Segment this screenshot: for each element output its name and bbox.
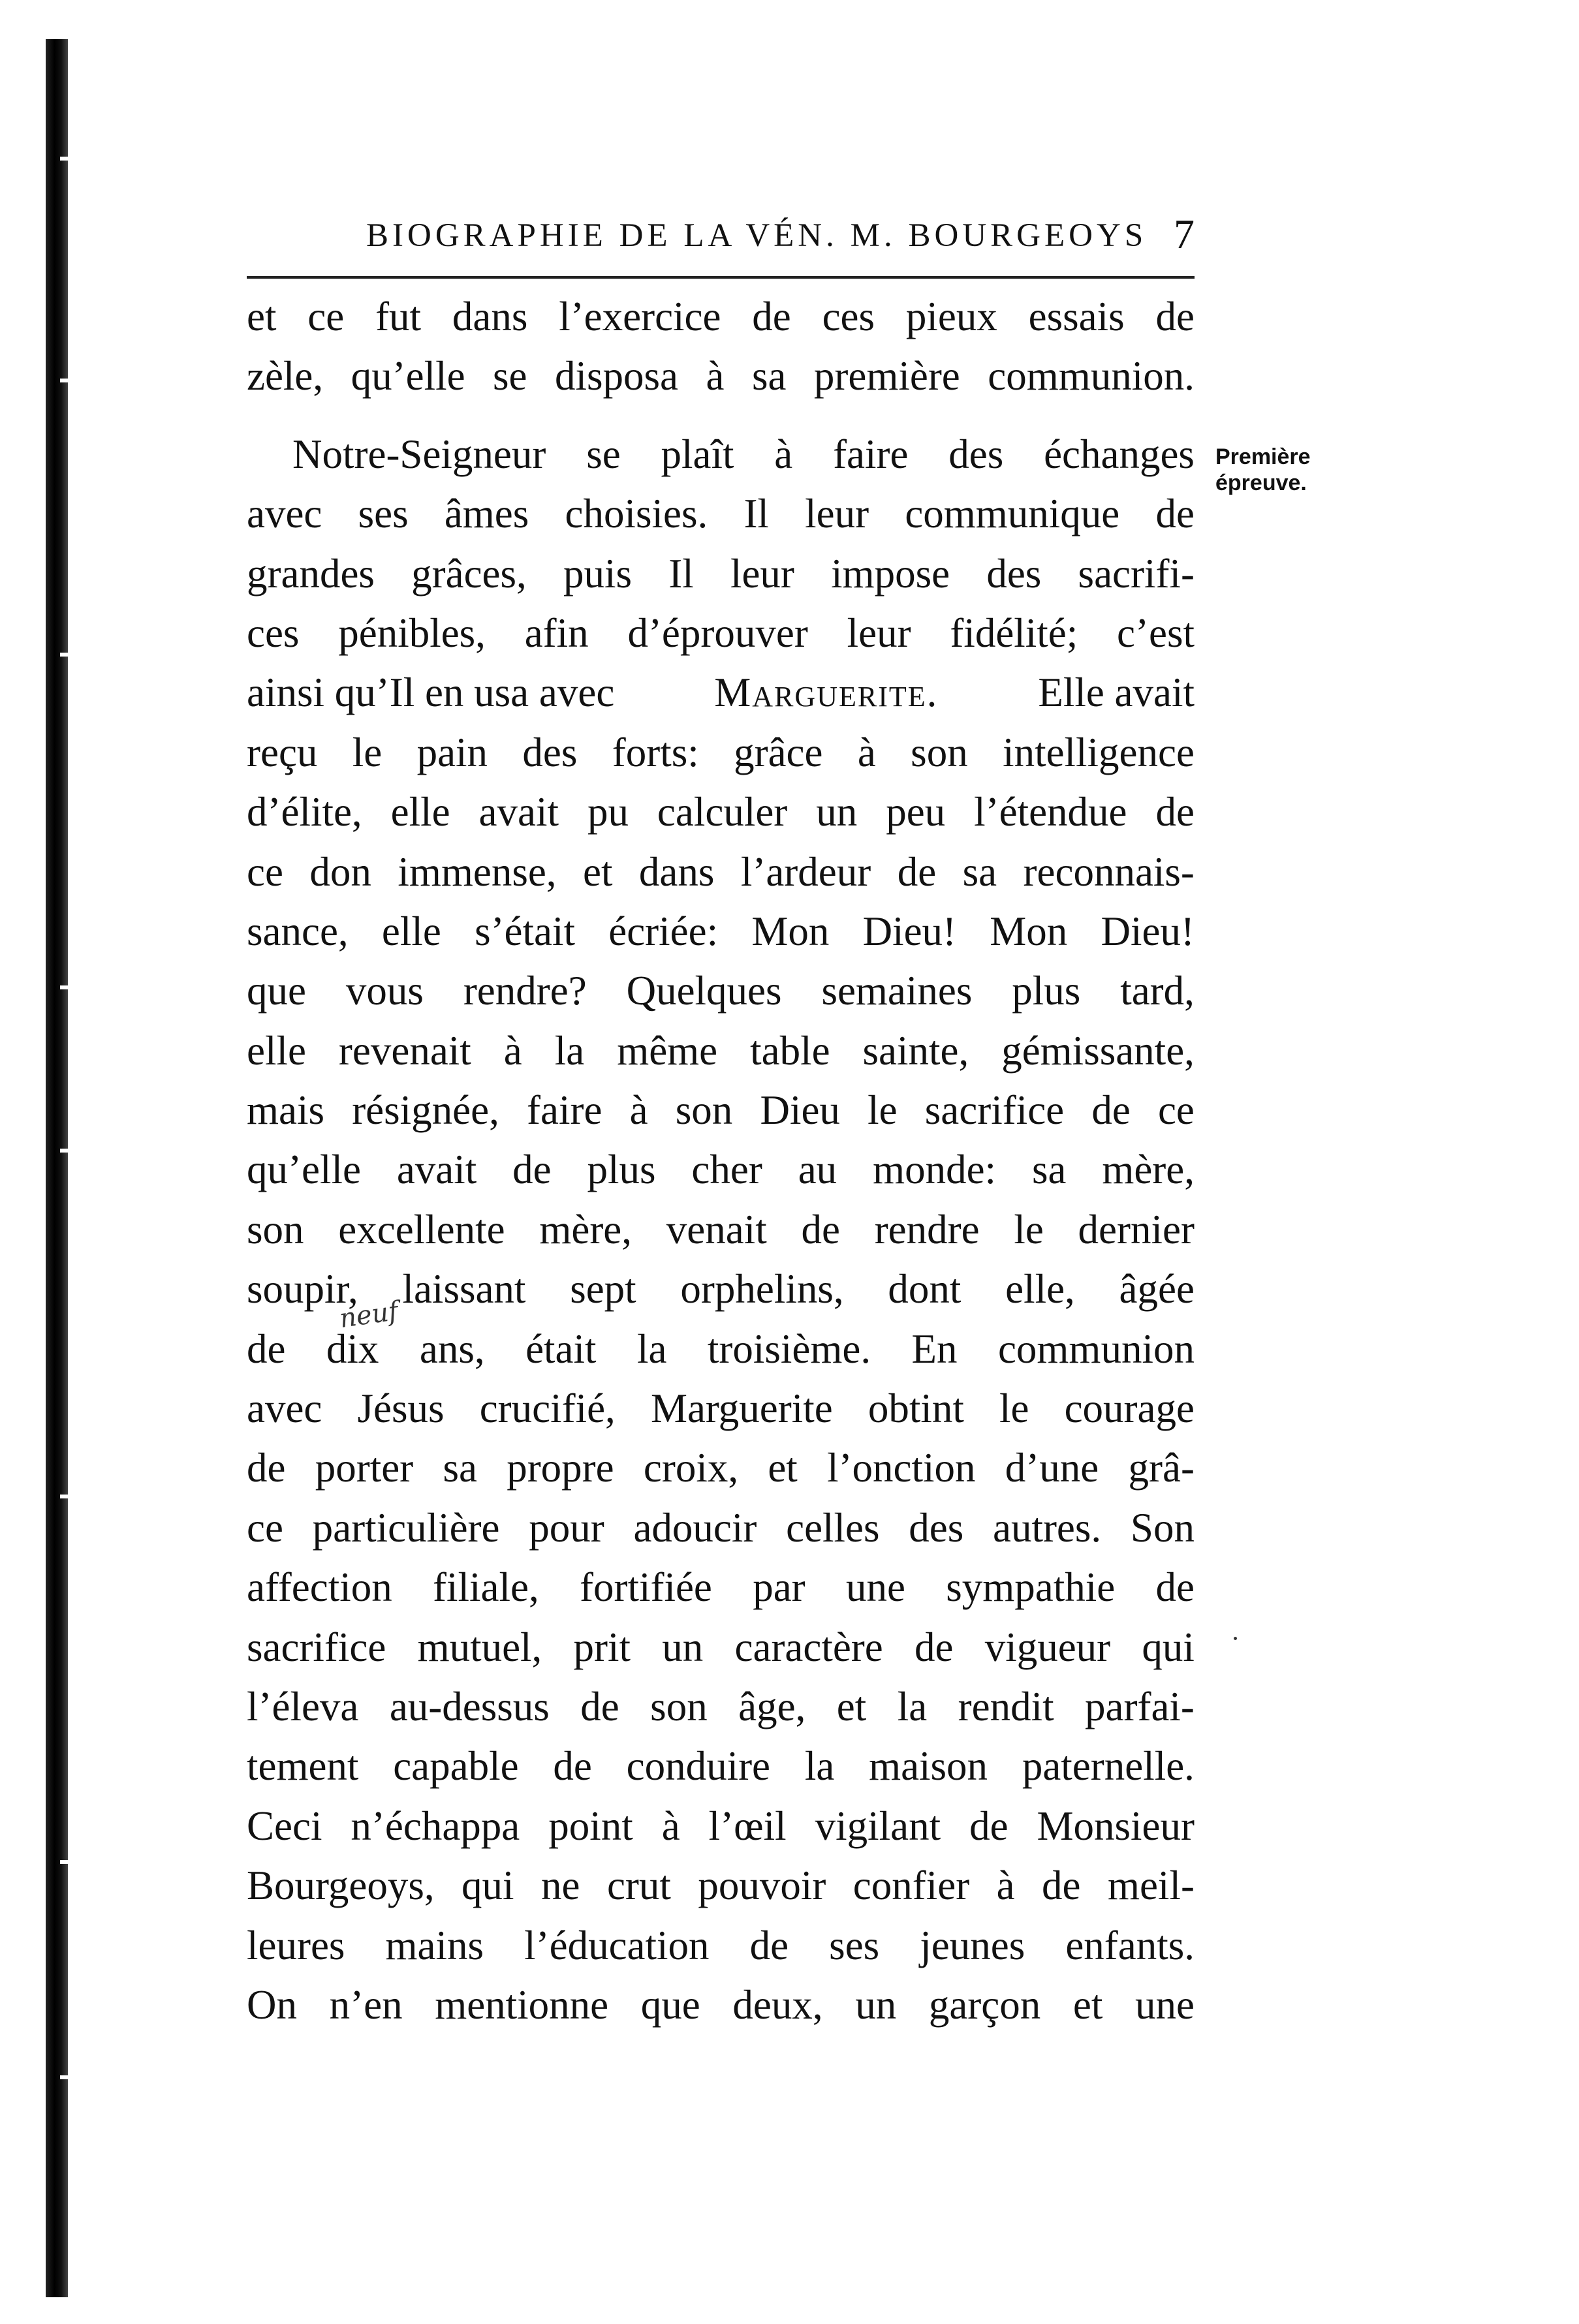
running-title: BIOGRAPHIE DE LA VÉN. M. BOURGEOYS bbox=[366, 217, 1148, 254]
body-text bbox=[247, 287, 1195, 2035]
text-line: son excellente mère, venait de rendre le dernier bbox=[247, 1206, 1195, 1252]
text-line: mais résignée, faire à son Dieu le sacrifice de ce bbox=[247, 1087, 1195, 1134]
text-line: avec Jésus crucifié, Marguerite obtint le courage bbox=[247, 1386, 1195, 1432]
text-line: sacrifice mutuel, prit un caractère de vigueur qui bbox=[247, 1624, 1195, 1670]
text-line: ce don immense, et dans l’ardeur de sa reconnais- bbox=[247, 848, 1195, 895]
text-line: de porter sa propre croix, et l’onction d’une grâ- bbox=[247, 1445, 1195, 1491]
text-line-with-name bbox=[247, 663, 1195, 722]
text-line: que vous rendre? Quelques semaines plus tard, bbox=[247, 968, 1195, 1014]
text-line: de dix ans, était la troisième. En communion bbox=[247, 1325, 1195, 1372]
text-fragment: ainsi qu’Il en usa avec bbox=[247, 670, 615, 716]
book-binding-edge bbox=[46, 39, 68, 2297]
text-line: elle revenait à la même table sainte, gémissante, bbox=[247, 1027, 1195, 1074]
text-line: ces pénibles, afin d’éprouver leur fidélité; c’est bbox=[247, 610, 1195, 656]
text-fragment: Elle avait bbox=[1038, 670, 1195, 716]
pencil-annotation: neuf bbox=[337, 1295, 400, 1335]
text-line: tement capable de conduire la maison paternelle. bbox=[247, 1743, 1195, 1789]
marginal-note-line2: épreuve. bbox=[1215, 471, 1307, 495]
text-line: l’éleva au-dessus de son âge, et la rendit parfai- bbox=[247, 1683, 1195, 1729]
text-line: soupir, laissant sept orphelins, dont elle, âgée bbox=[247, 1266, 1195, 1312]
text-line: Bourgeoys, qui ne crut pouvoir confier à de meil- bbox=[247, 1863, 1195, 1909]
page-header bbox=[247, 211, 1195, 274]
text-line: zèle, qu’elle se disposa à sa première communion. bbox=[247, 353, 1195, 399]
text-line: grandes grâces, puis Il leur impose des sacrifi- bbox=[247, 550, 1195, 596]
text-line: qu’elle avait de plus cher au monde: sa mère, bbox=[247, 1147, 1195, 1193]
marginal-note bbox=[1215, 444, 1311, 496]
text-line: Ceci n’échappa point à l’œil vigilant de Monsieur bbox=[247, 1803, 1195, 1849]
header-rule bbox=[247, 276, 1195, 279]
ink-speck bbox=[1234, 1637, 1237, 1640]
text-line: affection filiale, fortifiée par une sympathie de bbox=[247, 1564, 1195, 1611]
page-number: 7 bbox=[1174, 211, 1195, 257]
text-line: Notre-Seigneur se plaît à faire des échanges bbox=[292, 431, 1195, 477]
text-line: d’élite, elle avait pu calculer un peu l’étendue de bbox=[247, 789, 1195, 835]
text-line: avec ses âmes choisies. Il leur communique de bbox=[247, 491, 1195, 537]
marginal-note-line1: Première bbox=[1215, 444, 1311, 469]
text-line: leures mains l’éducation de ses jeunes enfants. bbox=[247, 1922, 1195, 1968]
text-line: reçu le pain des forts: grâce à son intelligence bbox=[247, 729, 1195, 775]
text-line: On n’en mentionne que deux, un garçon et une bbox=[247, 1981, 1195, 2028]
name-smallcaps: Marguerite. bbox=[714, 670, 939, 716]
text-line: ce particulière pour adoucir celles des autres. Son bbox=[247, 1504, 1195, 1551]
text-line: et ce fut dans l’exercice de ces pieux essais de bbox=[247, 294, 1195, 339]
text-line: sance, elle s’était écriée: Mon Dieu! Mon Dieu! bbox=[247, 908, 1195, 954]
